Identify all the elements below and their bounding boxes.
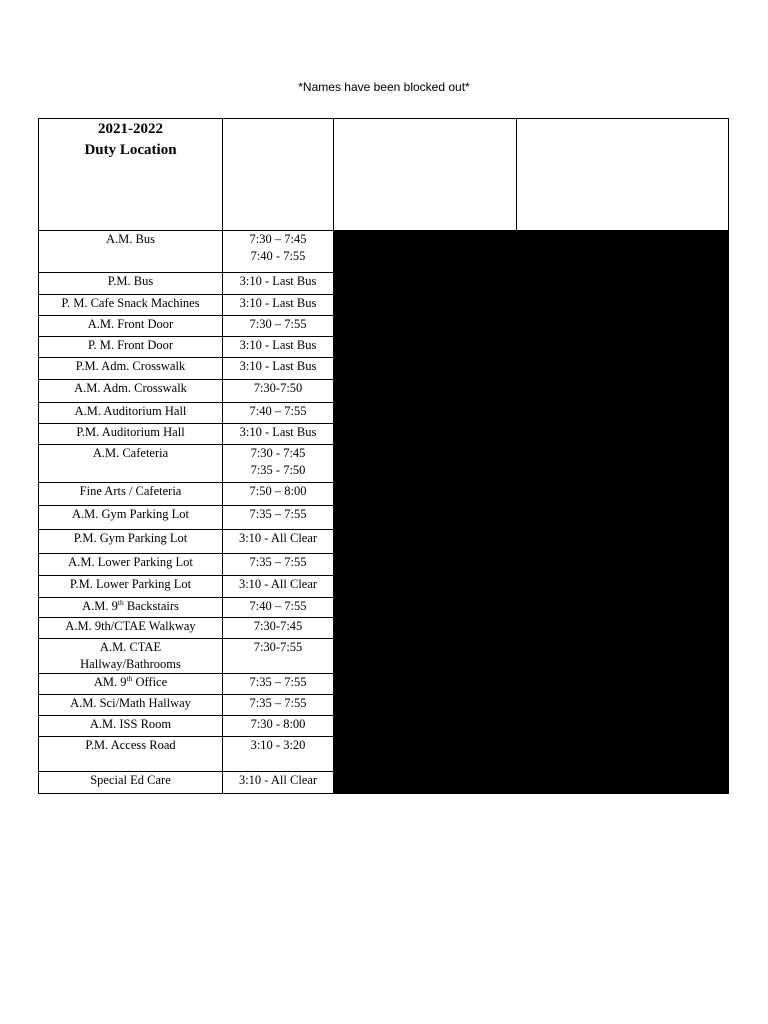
table-row <box>39 424 729 445</box>
redacted-names-cell <box>334 674 517 695</box>
redacted-names-cell <box>334 737 517 772</box>
redacted-names-cell <box>517 483 729 506</box>
table-row <box>39 337 729 358</box>
duty-times-cell: 7:35 – 7:55 <box>223 695 334 716</box>
redacted-names-cell <box>334 231 517 273</box>
duty-times-cell: 7:35 – 7:55 <box>223 554 334 576</box>
redacted-names-cell <box>334 554 517 576</box>
table-row <box>39 506 729 530</box>
redacted-names-cell <box>517 674 729 695</box>
duty-location-cell: A.M. Bus <box>39 231 223 273</box>
table-row <box>39 316 729 337</box>
redacted-names-cell <box>517 445 729 483</box>
duty-times-cell: 7:30 - 8:00 <box>223 716 334 737</box>
table-row <box>39 674 729 695</box>
redacted-names-cell <box>517 772 729 794</box>
duty-location-cell: A.M. ISS Room <box>39 716 223 737</box>
redacted-names-cell <box>517 716 729 737</box>
duty-location-cell: P.M. Bus <box>39 273 223 295</box>
header-year: 2021-2022 <box>98 121 163 137</box>
redacted-names-cell <box>334 530 517 554</box>
duty-times-cell: 7:30-7:45 <box>223 618 334 639</box>
duty-times-cell: 3:10 - All Clear <box>223 576 334 598</box>
duty-times-cell: 3:10 - Last Bus <box>223 295 334 316</box>
redacted-names-cell <box>334 424 517 445</box>
duty-times-cell: 7:30-7:50 <box>223 380 334 403</box>
table-row <box>39 695 729 716</box>
redacted-names-cell <box>517 424 729 445</box>
table-row <box>39 772 729 794</box>
table-row <box>39 358 729 380</box>
redacted-names-cell <box>334 576 517 598</box>
duty-times-cell: 7:30-7:55 <box>223 639 334 674</box>
redacted-names-cell <box>517 737 729 772</box>
table-header-row <box>39 119 729 231</box>
duty-location-cell: Special Ed Care <box>39 772 223 794</box>
table-row <box>39 231 729 273</box>
redacted-names-cell <box>517 231 729 273</box>
duty-times-cell: 7:40 – 7:55 <box>223 598 334 618</box>
duty-times-cell: 7:40 – 7:55 <box>223 403 334 424</box>
duty-location-cell: P.M. Auditorium Hall <box>39 424 223 445</box>
redacted-names-cell <box>334 506 517 530</box>
duty-times-cell: 3:10 - Last Bus <box>223 358 334 380</box>
redacted-names-cell <box>334 695 517 716</box>
redacted-names-cell <box>517 273 729 295</box>
duty-location-cell: A.M. Cafeteria <box>39 445 223 483</box>
redacted-names-cell <box>334 483 517 506</box>
duty-location-cell: P. M. Front Door <box>39 337 223 358</box>
duty-times-cell: 7:50 – 8:00 <box>223 483 334 506</box>
duty-location-cell: P.M. Gym Parking Lot <box>39 530 223 554</box>
table-row <box>39 576 729 598</box>
redacted-names-cell <box>334 772 517 794</box>
duty-times-cell: 7:30 – 7:45 7:40 - 7:55 <box>223 231 334 273</box>
header-duty-location <box>39 119 223 231</box>
duty-location-cell: A.M. Sci/Math Hallway <box>39 695 223 716</box>
duty-location-cell: A.M. Gym Parking Lot <box>39 506 223 530</box>
redacted-names-cell <box>334 403 517 424</box>
header-times <box>223 119 334 231</box>
duty-location-cell: Fine Arts / Cafeteria <box>39 483 223 506</box>
redacted-names-cell <box>517 337 729 358</box>
redacted-names-cell <box>334 380 517 403</box>
redacted-names-cell <box>517 380 729 403</box>
redacted-names-cell <box>334 273 517 295</box>
redacted-names-cell <box>517 316 729 337</box>
duty-times-cell: 7:35 – 7:55 <box>223 674 334 695</box>
redacted-names-cell <box>334 445 517 483</box>
table-row <box>39 716 729 737</box>
blocked-names-note: *Names have been blocked out* <box>298 80 470 94</box>
header-first-third-nine-weeks <box>334 119 517 231</box>
table-row <box>39 618 729 639</box>
redacted-names-cell <box>517 576 729 598</box>
redacted-names-cell <box>517 639 729 674</box>
duty-times-cell: 7:30 - 7:45 7:35 - 7:50 <box>223 445 334 483</box>
table-row <box>39 530 729 554</box>
table-row <box>39 273 729 295</box>
redacted-names-cell <box>517 618 729 639</box>
redacted-names-cell <box>334 337 517 358</box>
table-row <box>39 598 729 618</box>
duty-times-cell: 3:10 - All Clear <box>223 772 334 794</box>
header-second-fourth-nine-weeks <box>517 119 729 231</box>
table-row <box>39 445 729 483</box>
redacted-names-cell <box>334 598 517 618</box>
table-row <box>39 554 729 576</box>
table-row <box>39 295 729 316</box>
redacted-names-cell <box>517 358 729 380</box>
redacted-names-cell <box>334 358 517 380</box>
redacted-names-cell <box>517 403 729 424</box>
redacted-names-cell <box>334 639 517 674</box>
duty-times-cell: 3:10 - All Clear <box>223 530 334 554</box>
duty-location-cell: A.M. Auditorium Hall <box>39 403 223 424</box>
duty-times-cell: 7:35 – 7:55 <box>223 506 334 530</box>
duty-location-cell: A.M. Lower Parking Lot <box>39 554 223 576</box>
duty-location-cell: A.M. Front Door <box>39 316 223 337</box>
redacted-names-cell <box>517 506 729 530</box>
duty-times-cell: 7:30 – 7:55 <box>223 316 334 337</box>
duty-location-cell: P.M. Lower Parking Lot <box>39 576 223 598</box>
duty-location-cell: A.M. CTAE Hallway/Bathrooms <box>39 639 223 674</box>
duty-times-cell: 3:10 - Last Bus <box>223 273 334 295</box>
duty-location-cell: P.M. Adm. Crosswalk <box>39 358 223 380</box>
redacted-names-cell <box>517 695 729 716</box>
table-row <box>39 737 729 772</box>
duty-location-cell: P. M. Cafe Snack Machines <box>39 295 223 316</box>
redacted-names-cell <box>517 554 729 576</box>
duty-location-cell: A.M. 9th/CTAE Walkway <box>39 618 223 639</box>
redacted-names-cell <box>334 716 517 737</box>
duty-location-cell: P.M. Access Road <box>39 737 223 772</box>
duty-location-cell: AM. 9th Office <box>39 674 223 695</box>
duty-times-cell: 3:10 - Last Bus <box>223 424 334 445</box>
table-row <box>39 403 729 424</box>
redacted-names-cell <box>334 295 517 316</box>
redacted-names-cell <box>517 295 729 316</box>
header-location-label: Duty Location <box>84 142 177 158</box>
redacted-names-cell <box>517 530 729 554</box>
redacted-names-cell <box>334 618 517 639</box>
duty-times-cell: 3:10 - 3:20 <box>223 737 334 772</box>
table-row <box>39 380 729 403</box>
redacted-names-cell <box>517 598 729 618</box>
table-row <box>39 639 729 674</box>
table-row <box>39 483 729 506</box>
duty-schedule-table <box>38 118 729 794</box>
duty-location-cell: A.M. Adm. Crosswalk <box>39 380 223 403</box>
duty-location-cell: A.M. 9th Backstairs <box>39 598 223 618</box>
redacted-names-cell <box>334 316 517 337</box>
duty-times-cell: 3:10 - Last Bus <box>223 337 334 358</box>
